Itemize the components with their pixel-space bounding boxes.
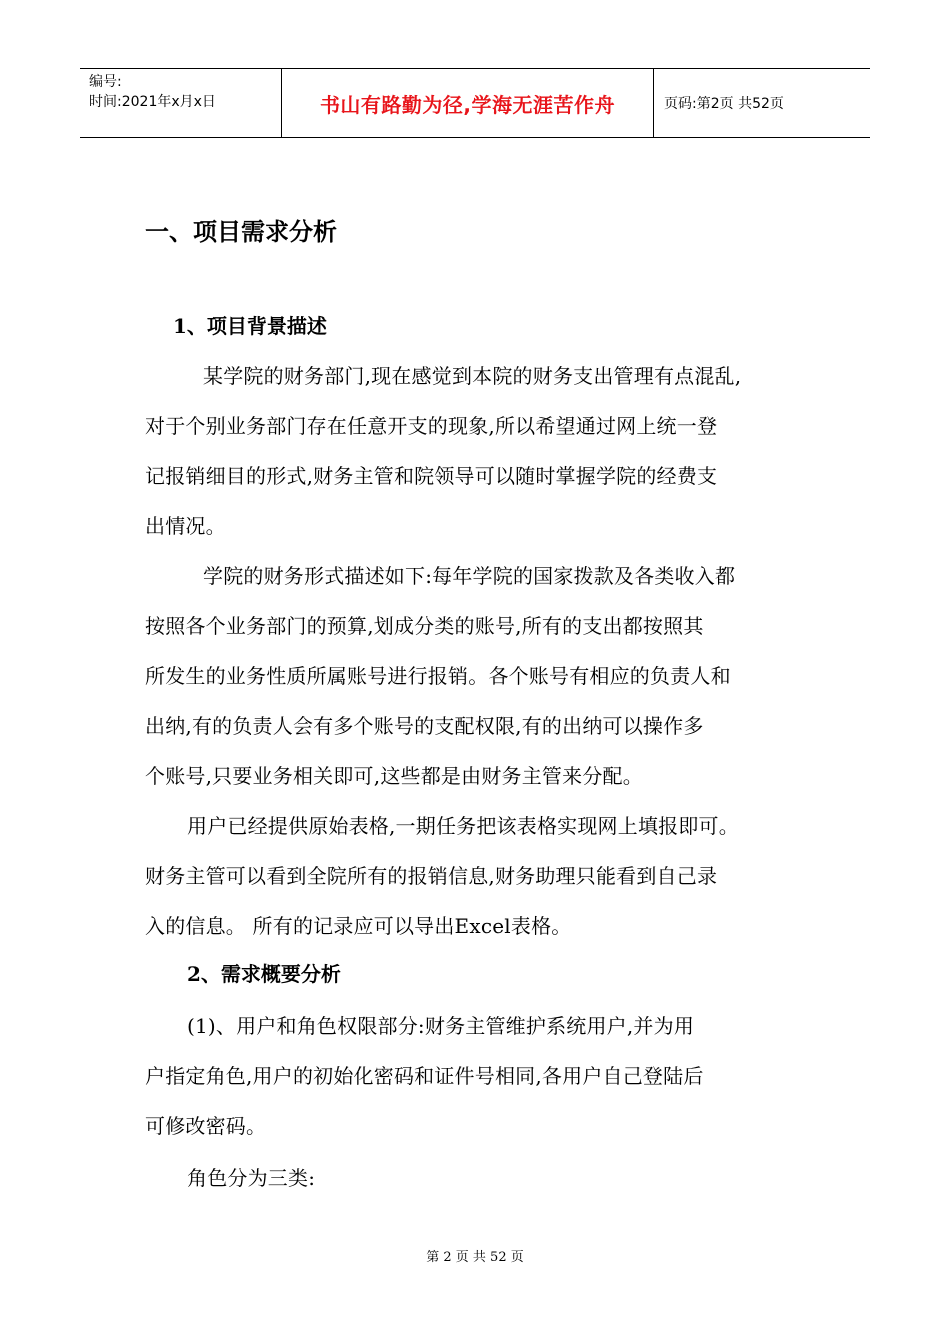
header-motto: 书山有路勤为径,学海无涯苦作舟 [281, 69, 654, 137]
paragraph-line: 个账号,只要业务相关即可,这些都是由财务主管来分配。 [145, 764, 643, 788]
document-time-label: 时间:2021年x月x日 [89, 94, 216, 110]
paragraph-line: 记报销细目的形式,财务主管和院领导可以随时掌握学院的经费支 [145, 464, 718, 488]
subsection-title-requirements: 2、需求概要分析 [187, 962, 341, 986]
paragraph-line: 按照各个业务部门的预算,划成分类的账号,所有的支出都按照其 [145, 614, 704, 638]
document-number-label: 编号: [89, 74, 122, 90]
paragraph-line: 出情况。 [145, 514, 226, 538]
paragraph-line: 用户已经提供原始表格,一期任务把该表格实现网上填报即可。 [187, 814, 739, 838]
paragraph-line: (1)、用户和角色权限部分:财务主管维护系统用户,并为用 [187, 1014, 695, 1038]
paragraph-line: 学院的财务形式描述如下:每年学院的国家拨款及各类收入都 [203, 564, 736, 588]
paragraph-line: 所发生的业务性质所属账号进行报销。各个账号有相应的负责人和 [145, 664, 731, 688]
paragraph-line: 户指定角色,用户的初始化密码和证件号相同,各用户自己登陆后 [145, 1064, 704, 1088]
page-footer: 第 2 页 共 52 页 [426, 1250, 524, 1265]
paragraph-line: 对于个别业务部门存在任意开支的现象,所以希望通过网上统一登 [145, 414, 718, 438]
paragraph-line: 入的信息。 所有的记录应可以导出Excel表格。 [145, 914, 572, 938]
paragraph-line: 角色分为三类: [187, 1166, 316, 1190]
document-header [80, 68, 870, 138]
paragraph-line: 出纳,有的负责人会有多个账号的支配权限,有的出纳可以操作多 [145, 714, 704, 738]
header-meta-cell [80, 69, 281, 137]
paragraph-line: 某学院的财务部门,现在感觉到本院的财务支出管理有点混乱, [203, 364, 742, 388]
paragraph-line: 财务主管可以看到全院所有的报销信息,财务助理只能看到自己录 [145, 864, 718, 888]
header-page-code: 页码:第2页 共52页 [664, 96, 784, 112]
subsection-title-background: 1、项目背景描述 [173, 314, 327, 338]
section-title: 一、项目需求分析 [145, 218, 337, 246]
paragraph-line: 可修改密码。 [145, 1114, 267, 1138]
